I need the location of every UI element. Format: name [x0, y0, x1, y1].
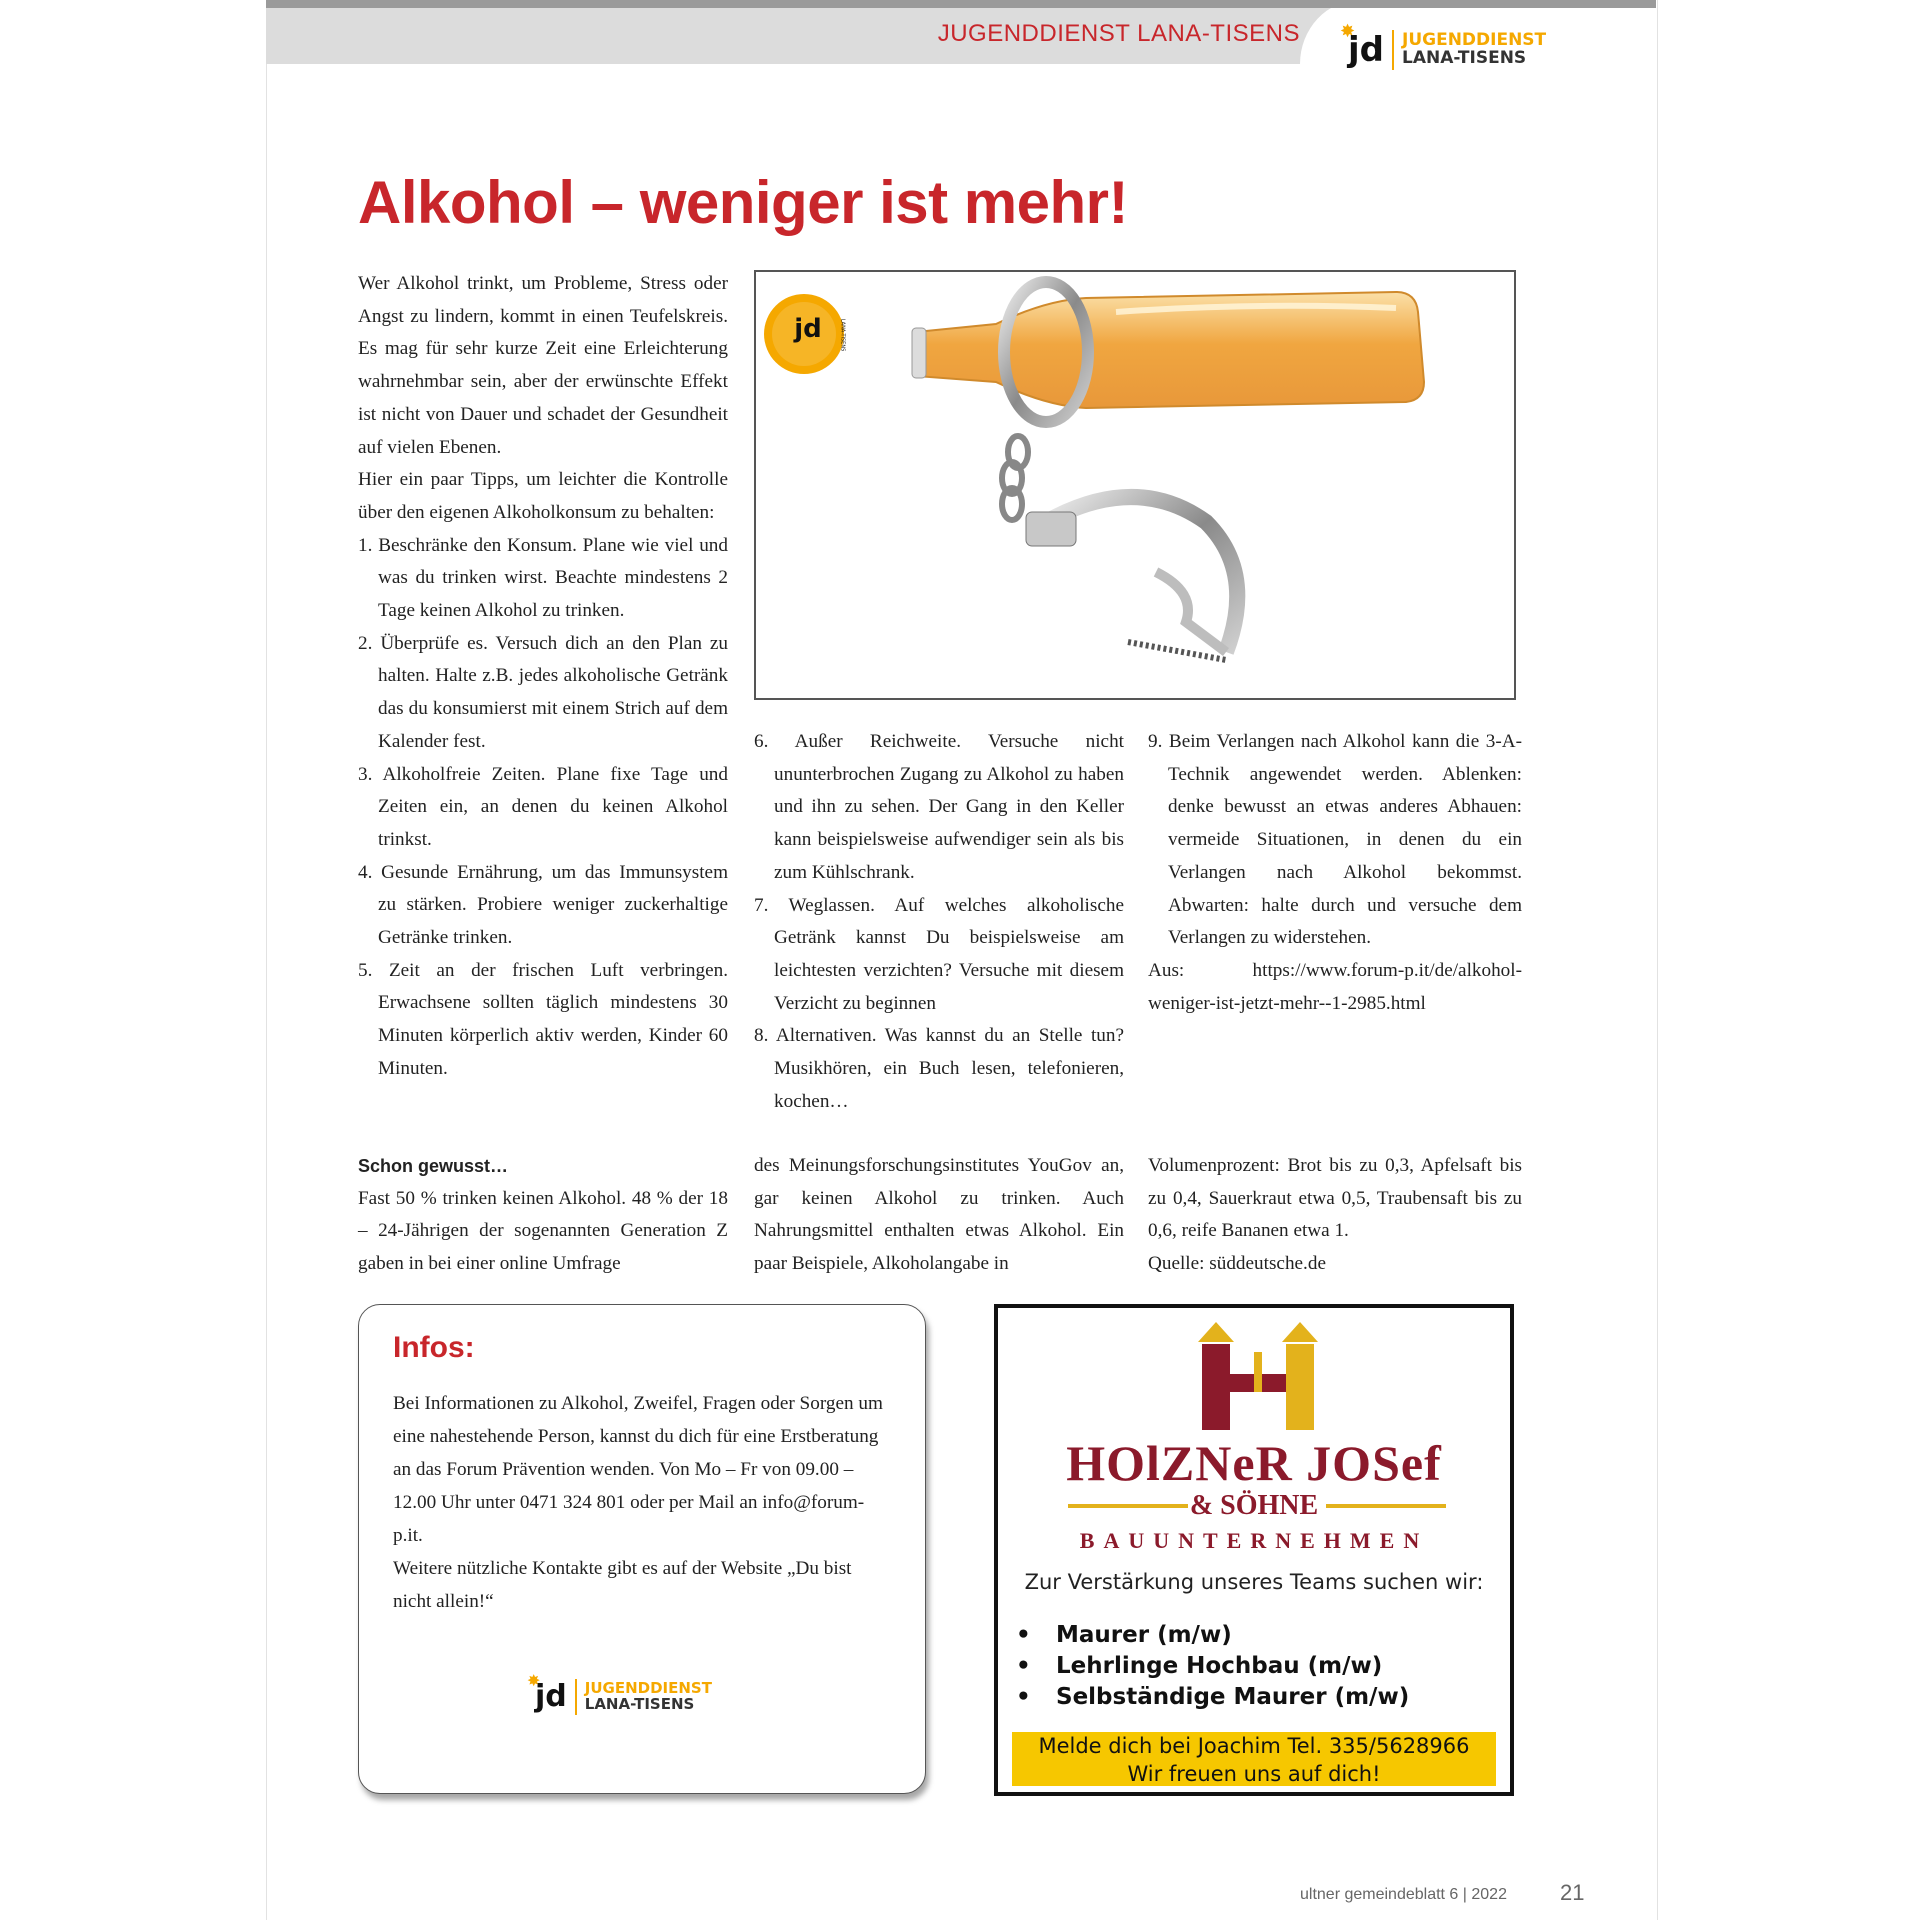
tip-1: 1. Beschränke den Konsum. Plane wie viel und was du trinken wirst. Beachte mindestens 2 Tage keinen Alkohol zu trinken.	[358, 534, 728, 622]
fact-col-1	[358, 1150, 728, 1281]
tip-3: 3. Alkoholfreie Zeiten. Plane fixe Tage und Zeiten ein, an denen du keinen Alkohol trinkst.	[358, 763, 728, 850]
fact-text-1: Fast 50 % trinken keinen Alkohol. 48 % der 18 – 24-Jährigen der sogenannten Generation Z gaben in bei einer online Umfrage	[358, 1187, 728, 1275]
logo-text	[585, 1681, 712, 1713]
jd-mark-text: jd	[535, 1679, 567, 1714]
job-item: • Selbständige Maurer (m/w)	[1016, 1684, 1410, 1710]
tip-7: 7. Weglassen. Auf welches alkoholische Getränk kannst Du beispielsweise am leichtesten verzichten? Versuche mit diesem Verzicht zu beginnen	[754, 894, 1124, 1014]
fact-source: Quelle: süddeutsche.de	[1148, 1253, 1326, 1275]
job-item: • Maurer (m/w)	[1016, 1622, 1232, 1648]
tip-6: 6. Außer Reichweite. Versuche nicht ununterbrochen Zugang zu Alkohol zu haben und ihn zu sehen. Der Gang in den Keller kann beispielsweise aufwendiger sein als bis zum Kühlschrank.	[754, 731, 1124, 883]
jd-logo-mark	[527, 1671, 567, 1714]
jd-logo-mark	[1340, 21, 1384, 70]
tip-4: 4. Gesunde Ernährung, um das Immunsystem zu stärken. Probiere weniger zuckerhaltige Getränke trinken.	[358, 861, 728, 949]
logo-line1: JUGENDDIENST	[584, 1679, 712, 1698]
left-column	[358, 268, 728, 1086]
fact-text-3: Volumenprozent: Brot bis zu 0,3, Apfelsaft bis zu 0,4, Sauerkraut etwa 0,5, Traubensaft bis zu 0,6, reife Bananen etwa 1.	[1148, 1155, 1522, 1242]
article-title: Alkohol – weniger ist mehr!	[358, 169, 1128, 236]
contact-banner	[1012, 1732, 1496, 1786]
publication-footer: ultner gemeindeblatt 6 | 2022	[1300, 1886, 1507, 1903]
page-number: 21	[1560, 1880, 1585, 1905]
fact-text-2: des Meinungsforschungsinstitutes YouGov an, gar keinen Alkohol zu trinken. Auch Nahrungsmittel enthalten etwas Alkohol. Ein paar Beispiele, Alkoholangabe in	[754, 1155, 1124, 1275]
logo-line2: LANA-TISENS	[584, 1695, 695, 1713]
tip-9: 9. Beim Verlangen nach Alkohol kann die 3-A-Technik angewendet werden. Ablenken: denke bewusst an etwas anderes Abhauen: vermeide Situationen, in denen du ein Verlangen nach Alkohol bekommst. Abwarten: halte durch und versuche dem Verlangen zu widerstehen.	[1148, 731, 1522, 949]
holzner-advertisement	[994, 1304, 1514, 1796]
logo-divider	[575, 1679, 577, 1715]
business-type: BAUUNTERNEHMEN	[1079, 1528, 1429, 1553]
holzner-logo-icon	[1198, 1322, 1318, 1432]
right-column	[1148, 726, 1522, 1020]
tip-8: 8. Alternativen. Was kannst du an Stelle tun? Musikhören, ein Buch lesen, telefonieren, kochen…	[754, 1025, 1124, 1112]
logo-divider	[1392, 30, 1394, 70]
tip-5: 5. Zeit an der frischen Luft verbringen. Erwachsene sollten täglich mindestens 30 Minuten körperlich aktiv werden, Kinder 60 Minuten.	[358, 959, 728, 1079]
fact-col-3	[1148, 1150, 1522, 1281]
logo-line1: JUGENDDIENST	[1402, 30, 1547, 51]
jd-star-icon: ✸	[1340, 21, 1356, 42]
infos-box	[358, 1304, 926, 1794]
logo-text	[1402, 32, 1546, 68]
photo-jd-badge: jd	[794, 314, 822, 344]
company-name: HOlZNeR JOSef	[1066, 1435, 1442, 1491]
fact-heading: Schon gewusst…	[358, 1156, 509, 1176]
infos-text-2: Weitere nützliche Kontakte gibt es auf der Website „Du bist nicht allein!“	[393, 1558, 852, 1612]
tip-2: 2. Überprüfe es. Versuch dich an den Plan zu halten. Halte z.B. jedes alkoholische Getränk das du konsumierst mit einem Strich auf dem Kalender fest.	[358, 632, 728, 752]
contact-line1: Melde dich bei Joachim Tel. 335/5628966	[1038, 1734, 1470, 1758]
article-photo	[754, 270, 1516, 700]
middle-column	[754, 726, 1124, 1118]
bottle-handcuffs-image	[756, 272, 1514, 698]
tips-lead: Hier ein paar Tipps, um leichter die Kontrolle über den eigenen Alkoholkonsum zu behalten:	[358, 469, 728, 523]
infos-logo	[527, 1671, 712, 1715]
header-tab-line	[1300, 0, 1656, 8]
company-sub: & SÖHNE	[1189, 1490, 1319, 1521]
infos-text	[393, 1387, 893, 1618]
job-list	[1016, 1620, 1409, 1713]
ad-lead: Zur Verstärkung unseres Teams suchen wir:	[1024, 1570, 1484, 1594]
logo-line2: LANA-TISENS	[1402, 48, 1527, 68]
source-link[interactable]: Aus: https://www.forum-p.it/de/alkohol-weniger-ist-jetzt-mehr--1-2985.html	[1148, 959, 1522, 1014]
infos-title: Infos:	[393, 1331, 475, 1364]
jd-mark-text: jd	[1348, 30, 1384, 70]
jd-star-icon: ✸	[527, 1671, 541, 1690]
photo-badge-side-text: LANA-TISENS	[839, 318, 846, 352]
intro-paragraph: Wer Alkohol trinkt, um Probleme, Stress oder Angst zu lindern, kommt in einen Teufelskreis. Es mag für sehr kurze Zeit eine Erleichterung wahrnehmbar sein, aber der erwünschte Effekt ist nicht von Dauer und schadet der Gesundheit auf vielen Ebenen.	[358, 273, 728, 458]
section-title: JUGENDDIENST LANA-TISENS	[937, 20, 1300, 47]
contact-line2: Wir freuen uns auf dich!	[1127, 1762, 1381, 1786]
header-logo	[1340, 21, 1547, 70]
fact-col-2	[754, 1150, 1124, 1281]
job-item: • Lehrlinge Hochbau (m/w)	[1016, 1653, 1383, 1679]
infos-text-1: Bei Informationen zu Alkohol, Zweifel, Fragen oder Sorgen um eine nahestehende Person, kannst du dich für eine Erstberatung an das Forum Prävention wenden. Von Mo – Fr von 09.00 – 12.00 Uhr unter 0471 324 801 oder per Mail an info@forum-p.it.	[393, 1393, 883, 1546]
